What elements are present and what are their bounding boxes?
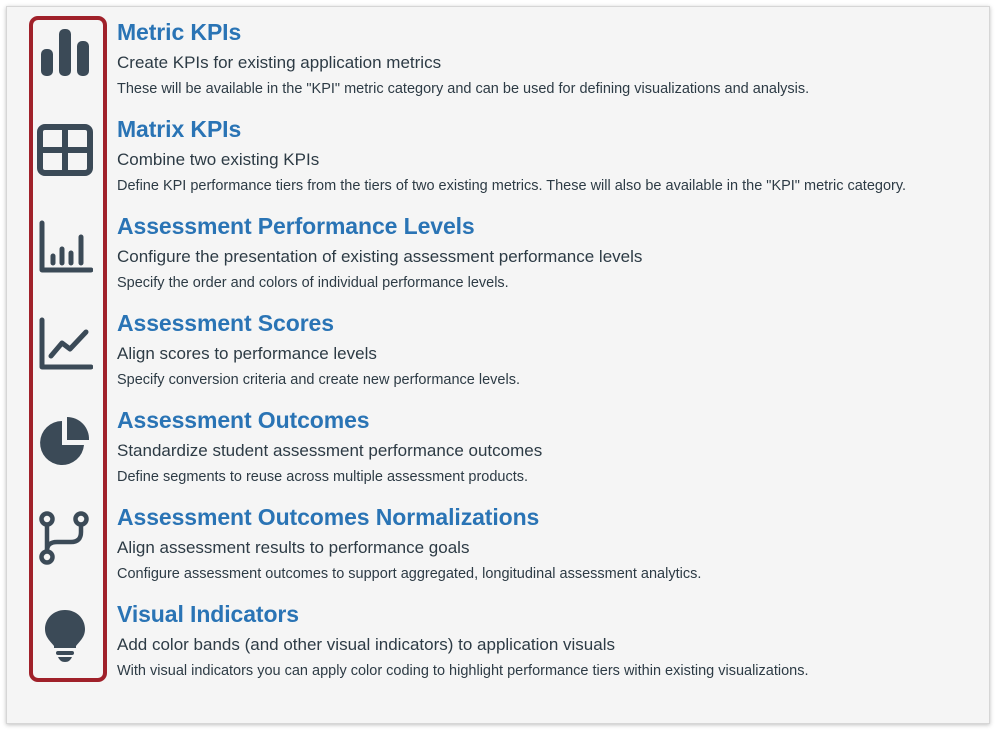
item-description: Configure assessment outcomes to support aggregated, longitudinal assessment analytics. <box>117 566 702 582</box>
list-item-visual-indicators <box>7 601 991 698</box>
list-item-assessment-outcomes <box>7 407 991 504</box>
item-title[interactable]: Visual Indicators <box>117 601 299 627</box>
item-title[interactable]: Metric KPIs <box>117 19 242 45</box>
item-description: Define KPI performance tiers from the tiers of two existing metrics. These will also be available in the "KPI" metric category. <box>117 178 907 194</box>
lightbulb-icon <box>37 607 93 663</box>
item-description: Specify conversion criteria and create new performance levels. <box>117 372 520 388</box>
list-item-assessment-scores <box>7 310 991 407</box>
item-subtitle: Align assessment results to performance goals <box>117 538 470 557</box>
item-title[interactable]: Assessment Outcomes Normalizations <box>117 504 540 530</box>
list-item-metric-kpis <box>7 19 991 116</box>
column-chart-icon <box>37 219 93 275</box>
list-item-assessment-outcomes-normalizations <box>7 504 991 601</box>
grid-icon <box>37 122 93 178</box>
branch-icon <box>37 510 93 566</box>
item-description: These will be available in the "KPI" metric category and can be used for defining visualizations and analysis. <box>117 81 810 97</box>
list-item-matrix-kpis <box>7 116 991 213</box>
item-title[interactable]: Assessment Scores <box>117 310 334 336</box>
item-subtitle: Configure the presentation of existing assessment performance levels <box>117 247 643 266</box>
line-chart-icon <box>37 316 93 372</box>
item-description: Define segments to reuse across multiple assessment products. <box>117 469 529 485</box>
item-subtitle: Align scores to performance levels <box>117 344 377 363</box>
item-title[interactable]: Assessment Outcomes <box>117 407 370 433</box>
item-subtitle: Combine two existing KPIs <box>117 150 320 169</box>
options-panel <box>6 6 990 724</box>
item-description: Specify the order and colors of individual performance levels. <box>117 275 509 291</box>
pie-chart-icon <box>37 413 93 469</box>
item-subtitle: Add color bands (and other visual indicators) to application visuals <box>117 635 615 654</box>
list-item-assessment-performance-levels <box>7 213 991 310</box>
item-description: With visual indicators you can apply color coding to highlight performance tiers within existing visualizations. <box>117 663 809 679</box>
item-subtitle: Standardize student assessment performance outcomes <box>117 441 543 460</box>
item-subtitle: Create KPIs for existing application metrics <box>117 53 442 72</box>
bar-chart-icon <box>37 25 93 81</box>
item-title[interactable]: Matrix KPIs <box>117 116 242 142</box>
item-title[interactable]: Assessment Performance Levels <box>117 213 475 239</box>
